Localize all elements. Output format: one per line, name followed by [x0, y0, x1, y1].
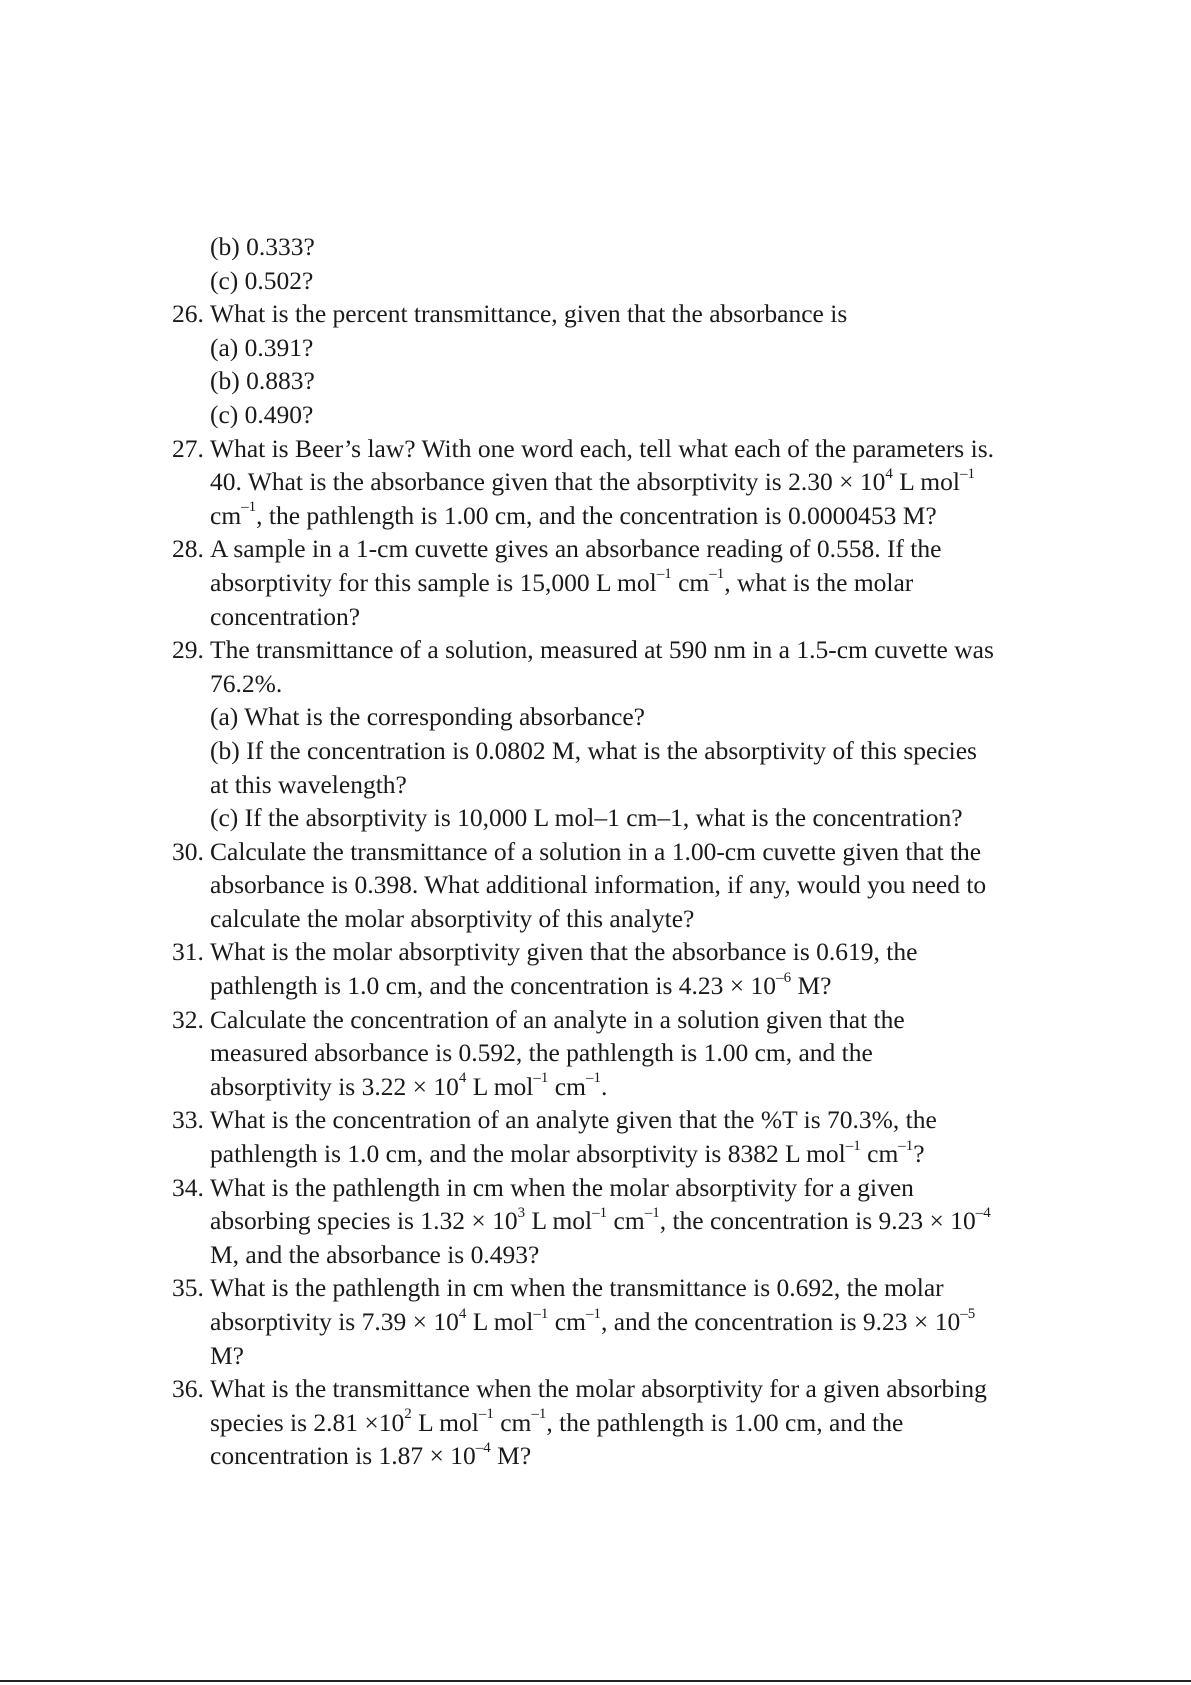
- question-33: [172, 1103, 1052, 1137]
- question-number: 34.: [172, 1172, 204, 1202]
- question-number: 30.: [172, 836, 204, 866]
- question-36: [172, 1372, 1052, 1406]
- question-text-line: absorptivity for this sample is 15,000 L mol$^{-1}$ $cm^{-1}$, what is the molar: [210, 566, 914, 597]
- answer-option: [172, 398, 1052, 432]
- question-text: The transmittance of a solution, measured at 590 nm in a 1.5-cm cuvette was: [210, 635, 994, 665]
- question-34: [172, 1171, 1052, 1205]
- answer-option: (b) If the concentration is 0.0802 M, what is the absorptivity of this species: [210, 735, 977, 765]
- option-text: (c) 0.502?: [210, 265, 314, 295]
- question-text-line: species is $2.81 \times 10^2$ L mol$^{-1}$ $cm^{-1}$, the pathlength is 1.00 cm, and the: [210, 1406, 904, 1437]
- question-29: [172, 633, 1052, 667]
- question-number: 32.: [172, 1004, 204, 1034]
- question-number: 33.: [172, 1105, 204, 1135]
- answer-option: (c) If the absorptivity is 10,000 L mol–1 cm–1, what is the concentration?: [210, 803, 963, 833]
- question-number: 36.: [172, 1374, 204, 1404]
- question-number: 35.: [172, 1273, 204, 1303]
- question-text: What is Beer’s law? With one word each, tell what each of the parameters is.: [210, 433, 994, 463]
- answer-option: at this wavelength?: [210, 769, 407, 799]
- answer-option: [172, 364, 1052, 398]
- option-text: (b) 0.883?: [210, 366, 315, 396]
- answer-option: [172, 331, 1052, 365]
- question-text: What is the molar absorptivity given that the absorbance is 0.619, the: [210, 937, 918, 967]
- question-text: Calculate the concentration of an analyte in a solution given that the: [210, 1004, 905, 1034]
- question-text: What is the pathlength in cm when the molar absorptivity for a given: [210, 1172, 914, 1202]
- question-text-line: pathlength is 1.0 cm, and the concentration is $4.23 \times 10^{-6}$ M?: [210, 969, 832, 1001]
- question-32: [172, 1003, 1052, 1037]
- question-text: What is the pathlength in cm when the transmittance is 0.692, the molar: [210, 1273, 944, 1303]
- question-number: 26.: [172, 299, 204, 329]
- question-text: A sample in a 1-cm cuvette gives an absorbance reading of 0.558. If the: [210, 534, 942, 564]
- option-text: (b) 0.333?: [210, 232, 315, 261]
- question-text-line: 40. What is the absorbance given that the absorptivity is $2.30 \times 10^4$ L mol$^{-1}$: [210, 465, 975, 497]
- question-text-line: absorptivity is $7.39 \times 10^4$ L mol$^{-1}$ $cm^{-1}$, and the concentration is $9.23 \times 10^{-5}$: [210, 1305, 976, 1336]
- question-35: [172, 1271, 1052, 1305]
- question-31: [172, 935, 1052, 969]
- question-number: 27.: [172, 433, 204, 463]
- question-text-line: concentration is $1.87 \times 10^{-4}$ M?: [210, 1439, 532, 1471]
- question-text-line: absorptivity is $3.22 \times 10^4$ L mol$^{-1}$ $cm^{-1}$.: [210, 1070, 608, 1101]
- question-number: 31.: [172, 937, 204, 967]
- question-text-line: $cm^{-1}$, the pathlength is 1.00 cm, and the concentration is 0.0000453 M?: [210, 499, 937, 530]
- problem-list: [172, 230, 1052, 1473]
- question-number: 29.: [172, 635, 204, 665]
- question-28: [172, 532, 1052, 566]
- question-30: [172, 835, 1052, 869]
- question-text-line: absorbance is 0.398. What additional information, if any, would you need to: [210, 870, 987, 900]
- page-bottom-rule: [0, 1680, 1191, 1682]
- question-number: 28.: [172, 534, 204, 564]
- answer-option: [172, 264, 1052, 298]
- question-text-line: concentration?: [210, 601, 361, 631]
- question-text: What is the concentration of an analyte given that the %T is 70.3%, the: [210, 1105, 937, 1135]
- option-text: (a) 0.391?: [210, 332, 314, 362]
- question-text-line: 76.2%.: [210, 668, 283, 698]
- question-text-line: measured absorbance is 0.592, the pathlength is 1.00 cm, and the: [210, 1038, 873, 1068]
- question-text-line: M?: [210, 1340, 244, 1370]
- question-text-line: calculate the molar absorptivity of this analyte?: [210, 903, 695, 933]
- option-text: (c) 0.490?: [210, 399, 314, 429]
- question-text: What is the transmittance when the molar absorptivity for a given absorbing: [210, 1374, 987, 1404]
- question-text: What is the percent transmittance, given that the absorbance is: [210, 299, 848, 329]
- question-27: [172, 432, 1052, 466]
- question-text-line: M, and the absorbance is 0.493?: [210, 1239, 540, 1269]
- question-text-line: pathlength is 1.0 cm, and the molar absorptivity is 8382 L mol$^{-1}$ $cm^{-1}$?: [210, 1137, 925, 1169]
- question-text: Calculate the transmittance of a solution in a 1.00-cm cuvette given that the: [210, 836, 982, 866]
- question-text-line: absorbing species is $1.32 \times 10^3$ L mol$^{-1}$ $cm^{-1}$, the concentration is $9.23 \times 10^{-4}$: [210, 1204, 991, 1236]
- answer-option: (a) What is the corresponding absorbance?: [210, 702, 645, 732]
- answer-option: [172, 230, 1052, 264]
- question-26: [172, 297, 1052, 331]
